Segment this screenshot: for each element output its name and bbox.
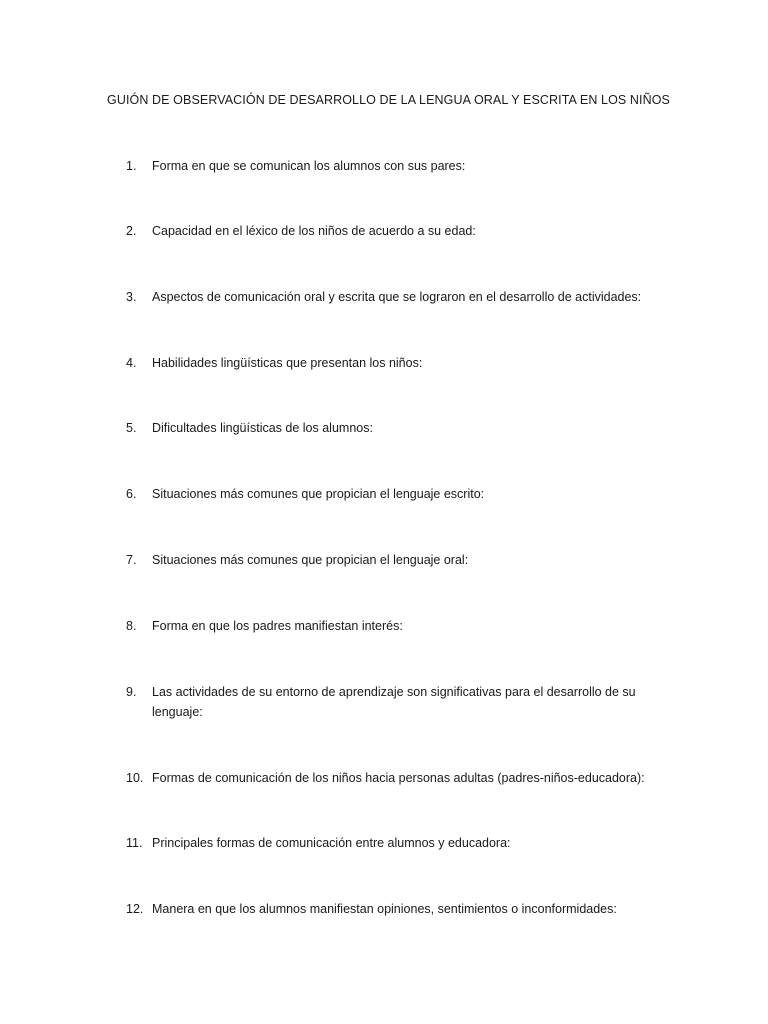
item-text: Habilidades lingüísticas que presentan los niños: [152, 356, 423, 370]
item-number: 6. [126, 487, 137, 501]
page-title: GUIÓN DE OBSERVACIÓN DE DESARROLLO DE LA LENGUA ORAL Y ESCRITA EN LOS NIÑOS [107, 93, 670, 107]
item-number: 8. [126, 619, 137, 633]
item-number: 9. [126, 685, 137, 699]
item-number: 1. [126, 159, 137, 173]
item-text: Situaciones más comunes que propician el lenguaje escrito: [152, 487, 485, 501]
item-number: 2. [126, 224, 137, 238]
item-text: Forma en que los padres manifiestan interés: [152, 619, 403, 633]
item-text: Situaciones más comunes que propician el lenguaje oral: [152, 553, 469, 567]
item-number: 10. [126, 771, 144, 785]
item-text: Formas de comunicación de los niños hacia personas adultas (padres-niños-educadora): [152, 771, 645, 785]
item-number: 5. [126, 421, 137, 435]
item-text: Dificultades lingüísticas de los alumnos: [152, 421, 373, 435]
item-number: 12. [126, 902, 144, 916]
item-text: Las actividades de su entorno de aprendizaje son significativas para el desarrollo de su lenguaje: [152, 685, 636, 719]
item-text: Capacidad en el léxico de los niños de acuerdo a su edad: [152, 224, 476, 238]
item-number: 4. [126, 356, 137, 370]
item-text: Aspectos de comunicación oral y escrita que se lograron en el desarrollo de actividades: [152, 290, 642, 304]
item-number: 3. [126, 290, 137, 304]
item-number: 7. [126, 553, 137, 567]
item-text: Forma en que se comunican los alumnos con sus pares: [152, 159, 466, 173]
item-text: Manera en que los alumnos manifiestan opiniones, sentimientos o inconformidades: [152, 902, 617, 916]
item-number: 11. [126, 836, 143, 850]
item-text: Principales formas de comunicación entre alumnos y educadora: [152, 836, 511, 850]
